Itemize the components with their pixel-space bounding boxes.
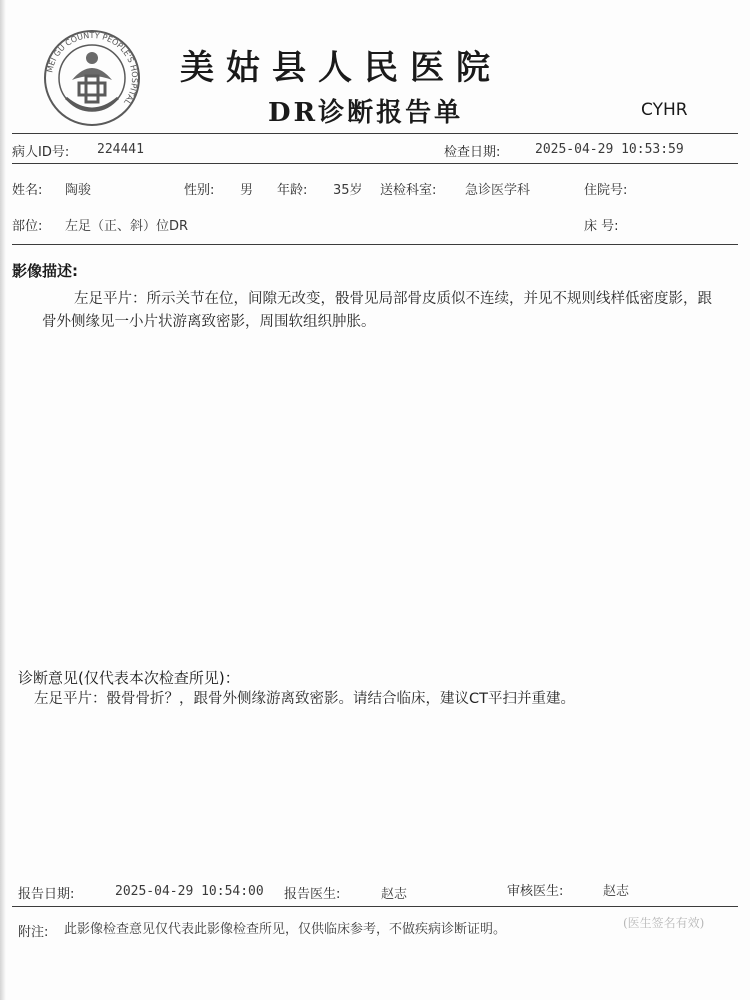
report-doctor-value: 赵志 xyxy=(381,887,408,902)
report-doctor-label: 报告医生: xyxy=(284,887,341,902)
findings-heading: 影像描述: xyxy=(12,262,78,280)
findings-text: 左足平片：所示关节在位，间隙无改变，骰骨见局部骨皮质似不连续，并见不规则线样低密度影，跟骨外侧缘见一小片状游离致密影，周围软组织肿胀。 xyxy=(42,291,712,330)
bed-no-label: 床 号: xyxy=(584,219,619,234)
dept-value: 急诊医学科 xyxy=(465,183,531,198)
site-label: 部位: xyxy=(12,219,43,234)
age-value: 35岁 xyxy=(333,183,363,198)
divider-patient-bar xyxy=(12,163,738,164)
gender-label: 性别: xyxy=(184,183,215,198)
note-text: 此影像检查意见仅代表此影像检查所见，仅供临床参考，不做疾病诊断证明。 xyxy=(64,922,507,937)
name-value: 陶骏 xyxy=(65,183,92,198)
review-doctor-value: 赵志 xyxy=(603,884,630,899)
report-date-label: 报告日期: xyxy=(18,887,75,902)
exam-date-value: 2025-04-29 10:53:59 xyxy=(535,142,684,157)
review-doctor-label: 审核医生: xyxy=(507,884,564,899)
admission-no-label: 住院号: xyxy=(584,183,628,198)
hospital-logo-icon xyxy=(42,28,142,128)
impression-text: 左足平片：骰骨骨折？，跟骨外侧缘游离致密影。请结合临床，建议CT平扫并重建。 xyxy=(34,691,575,707)
signature-note: (医生签名有效) xyxy=(623,916,705,930)
report-title: DR诊断报告单 xyxy=(268,98,464,128)
patient-id-label: 病人ID号: xyxy=(12,145,70,160)
exam-date-label: 检查日期: xyxy=(444,145,501,160)
hospital-name: 美姑县人民医院 xyxy=(180,48,502,88)
age-label: 年龄: xyxy=(277,183,308,198)
note-label: 附注: xyxy=(18,925,49,940)
name-label: 姓名: xyxy=(12,183,43,198)
divider-footer xyxy=(12,906,738,907)
dept-label: 送检科室: xyxy=(380,183,437,198)
page-edge-shadow xyxy=(0,0,6,1000)
logo-ring-text: MEI GU COUNTY PEOPLE'S HOSPITAL xyxy=(45,30,140,107)
site-value: 左足（正、斜）位DR xyxy=(65,219,189,234)
divider-info xyxy=(12,244,738,245)
report-date-value: 2025-04-29 10:54:00 xyxy=(115,884,264,899)
divider-top xyxy=(12,133,738,134)
report-code: CYHR xyxy=(641,100,688,120)
patient-id-value: 224441 xyxy=(97,142,144,157)
gender-value: 男 xyxy=(240,183,254,198)
impression-heading: 诊断意见(仅代表本次检查所见)： xyxy=(18,669,240,687)
